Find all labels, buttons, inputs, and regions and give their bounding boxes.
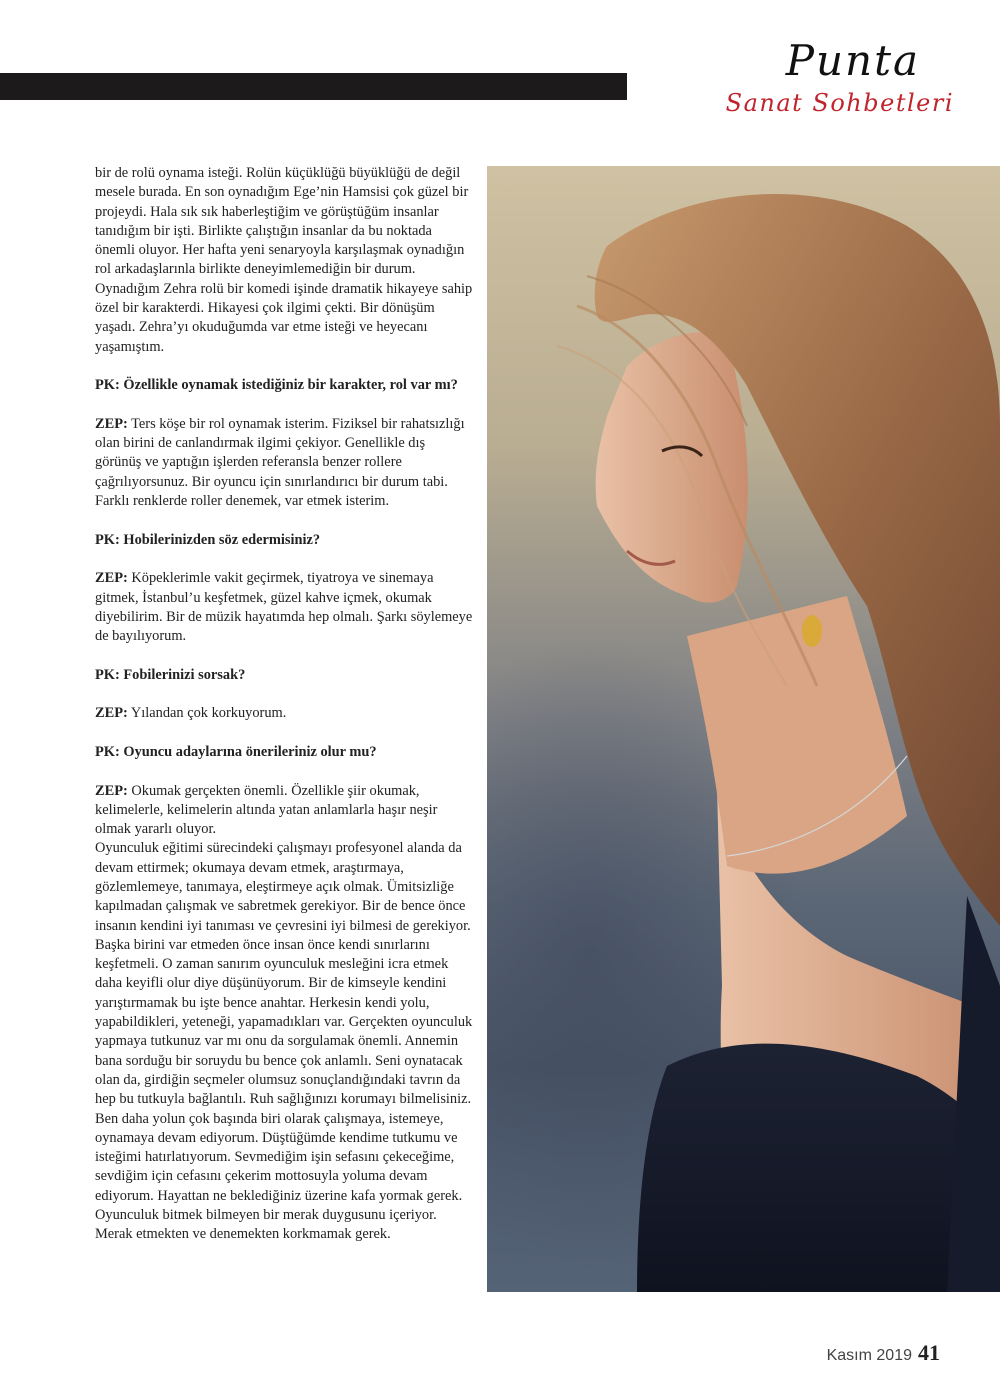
page-footer [827, 1340, 940, 1366]
answer-text: Okumak gerçekten önemli. Özellikle şiir okumak, kelimelerle, kelimelerin altında yatan anlamlarla haşır neşir olmak yararlı oluyor. [95, 782, 438, 838]
article-body [95, 164, 475, 1245]
speaker-label: ZEP: [95, 782, 128, 799]
interview-answer [95, 569, 475, 646]
article-paragraph: Oyunculuk eğitimi sürecindeki çalışmayı profesyonel alanda da devam ettirmek; okumaya devam etmek, araştırmaya, gözlemlemeye, tanımaya, eleştirmeye açık olmak. Ümitsizliğe kapılmadan çalışmak ve sabretmek gerekiyor. Bir de bence önce insanın kendini iyi tanıması ve çevresini iyi bilmesi de gerekiyor. Başka birini var etmeden önce insan önce kendi sınırlarını keşfetmeli. O zaman sanırım oyunculuk mesleğini icra etmek daha keyifli olur diye düşünüyorum. Bir de kimseyle kendini yarıştırmamak bu işte bence anahtar. Herkesin kendi yolu, yapabildikleri, yeteneği, yapamadıkları var. Gerçekten oyunculuk yapmaya tutkunuz var mı onu da sorgulamak önemli. Annemin bana sorduğu bir soruydu bu bence çok anlamlı. Seni oynatacak olan da, girdiğin seçmeler olumsuz sonuçlandığındaki tavrın da hep bu tutkuyla bağlantılı. Ruh sağlığınızı korumayı bilmelisiniz. Ben daha yolun çok başında biri olarak çalışmaya, istemeye, oynamaya devam ediyorum. Düştüğümde kendime tutkumu ve isteğimi hatırlatıyorum. Sevmediğim işin sefasını çekeceğime, sevdiğim için cefasını çekerim mottosuyla yoluma devam ediyorum. Hayattan ne beklediğiniz üzerine kafa yormak gerek. Oyunculuk bitmek bilmeyen bir merak duygusunu içeriyor. Merak etmekten ve denemekten korkmamak gerek. [95, 840, 473, 1243]
brand-logo [725, 36, 954, 118]
brand-title: Punta [785, 36, 920, 85]
answer-text: Köpeklerimle vakit geçirmek, tiyatroya ve sinemaya gitmek, İstanbul’u keşfetmek, güzel kahve içmek, okumak diyebilirim. Bir de müzik hayatımda hep olmalı. Şarkı söylemeye de bayılıyorum. [95, 570, 473, 645]
answer-text: Ters köşe bir rol oynamak isterim. Fiziksel bir rahatsızlığı olan birini de canlandırmak ilgimi çekiyor. Genellikle dış görünüş ve yaptığın işlerden referansla benzer rollere çağrılıyorsunuz. Bir oyuncu için sınırlandırıcı bir durum tabi. Farklı renklerde roller denemek, var etmek isterim. [95, 415, 465, 510]
speaker-label: ZEP: [95, 570, 128, 587]
answer-text: Yılandan çok korkuyorum. [127, 705, 287, 722]
interview-answer [95, 782, 475, 840]
interview-question: PK: Fobilerinizi sorsak? [95, 666, 246, 683]
portrait-photo [487, 166, 1000, 1292]
interview-question: PK: Oyuncu adaylarına önerileriniz olur mu? [95, 743, 377, 760]
brand-subtitle: Sanat Sohbetleri [725, 89, 954, 117]
interview-question: PK: Hobilerinizden söz edermisiniz? [95, 531, 321, 548]
article-paragraph: bir de rolü oynama isteği. Rolün küçüklüğü büyüklüğü de değil mesele burada. En son oynadığım Ege’nin Hamsisi çok güzel bir projeydi. Hala sık sık haberleştiğim ve görüştüğüm insanlar tanıdığım bir işti. Birlikte çalıştığın insanlar da bu noktada önemli oluyor. Her hafta yeni senaryoyla karşılaşmak oynadığın rol arkadaşlarınla birlikte deneyimlemediğin bir durum. Oynadığım Zehra rolü bir komedi işinde dramatik hikayeye sahip özel bir karakterdi. Hikayesi çok ilgimi çekti. Bir dönüşüm yaşadı. Zehra’yı okuduğumda var etme isteği ve heyecanı yaşamıştım. [95, 165, 473, 355]
page-number: 41 [918, 1340, 940, 1365]
issue-date: Kasım 2019 [826, 1347, 912, 1364]
header-black-bar [0, 73, 627, 100]
speaker-label: ZEP: [95, 705, 128, 722]
portrait-illustration [487, 166, 1000, 1292]
speaker-label: ZEP: [95, 415, 128, 432]
interview-answer [95, 704, 475, 723]
interview-question: PK: Özellikle oynamak istediğiniz bir karakter, rol var mı? [95, 377, 458, 394]
interview-answer [95, 415, 475, 511]
